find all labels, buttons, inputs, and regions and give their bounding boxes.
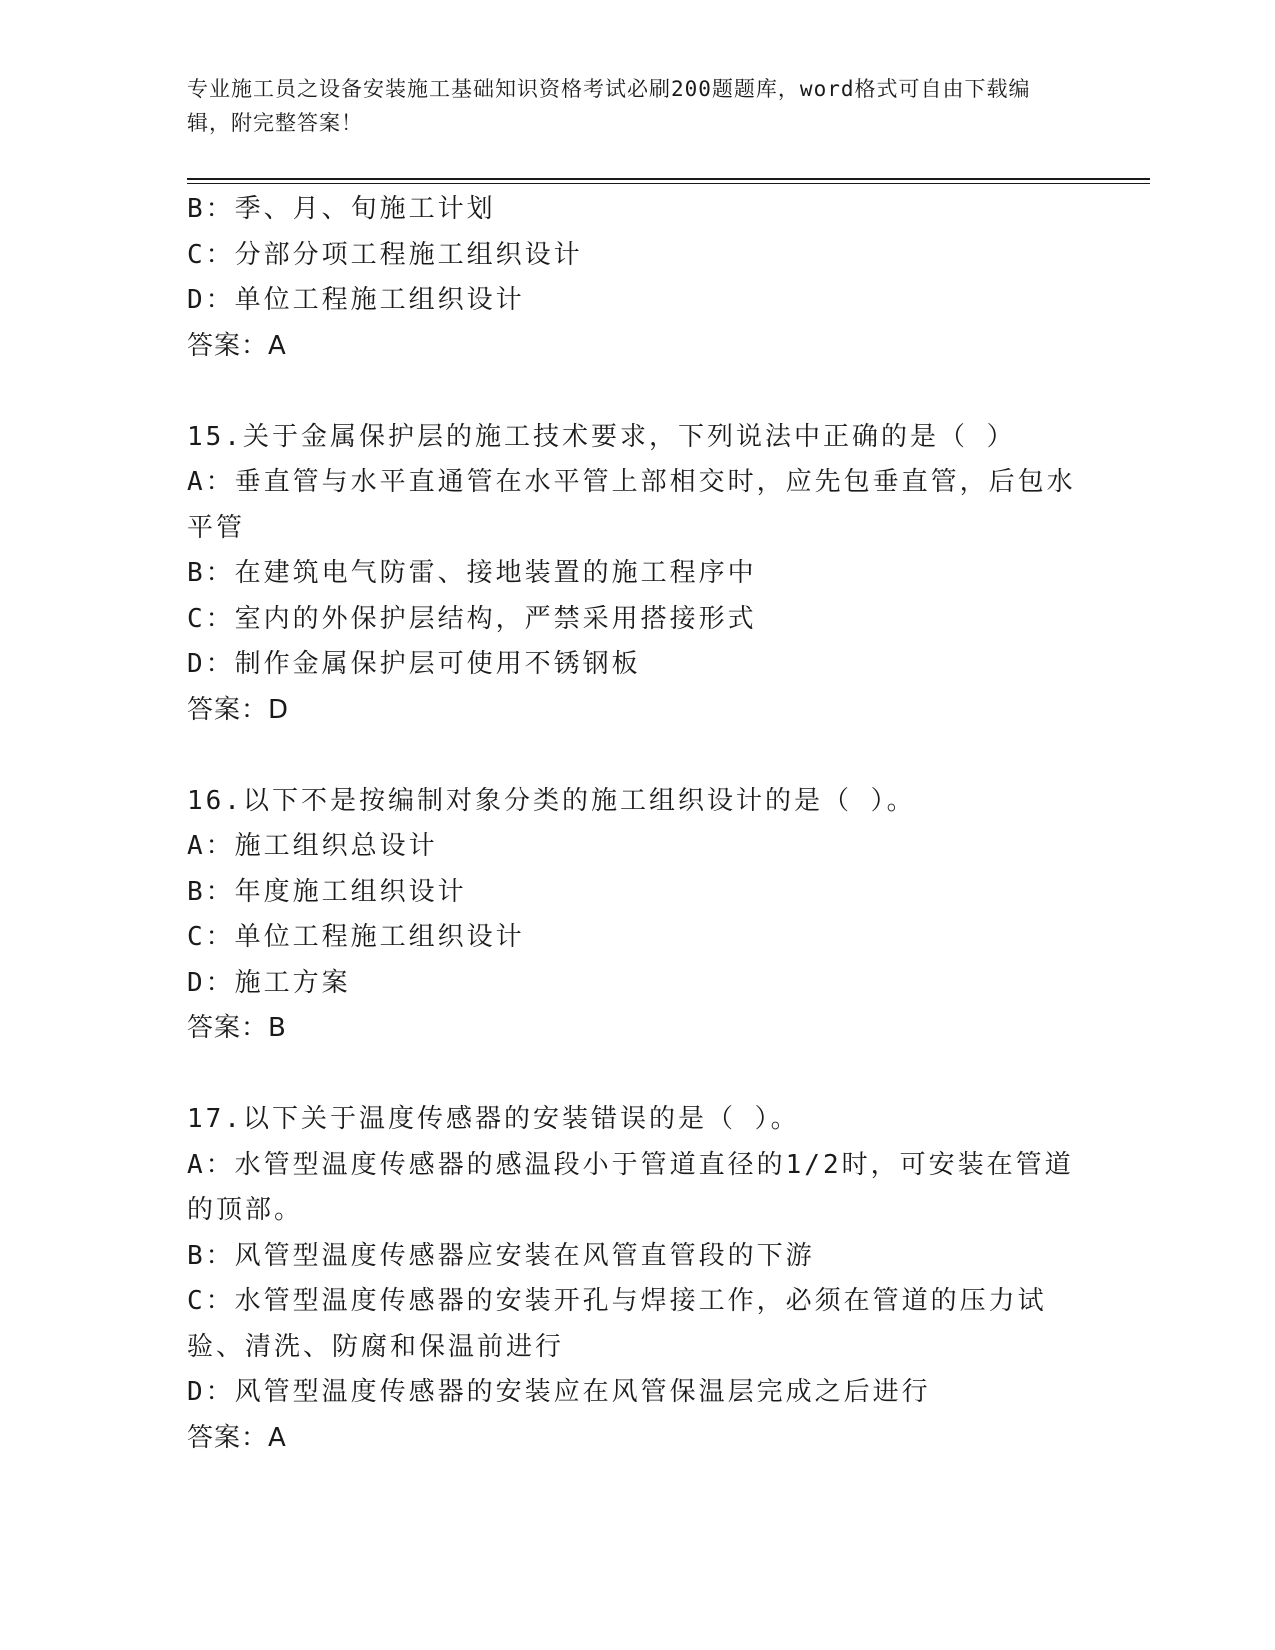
spacer [187, 1052, 1087, 1098]
spacer [187, 733, 1087, 779]
answer-line: 答案：B [187, 1013, 287, 1043]
option-c: C：室内的外保护层结构，严禁采用搭接形式 [187, 603, 757, 634]
option-b: B：在建筑电气防雷、接地装置的施工程序中 [187, 558, 757, 588]
question-block-17 [187, 1097, 1087, 1461]
option-a: A：垂直管与水平直通管在水平管上部相交时，应先包垂直管，后包水平管 [187, 467, 1076, 543]
question-block-15 [187, 415, 1087, 734]
option-d: D：制作金属保护层可使用不锈钢板 [187, 649, 641, 679]
option-b: B：季、月、旬施工计划 [187, 194, 496, 224]
header-rule-thick [187, 178, 1150, 180]
option-d: D：单位工程施工组织设计 [187, 285, 525, 315]
option-c: C：水管型温度传感器的安装开孔与焊接工作，必须在管道的压力试验、清洗、防腐和保温前进行 [187, 1286, 1047, 1362]
option-c: C：分部分项工程施工组织设计 [187, 239, 583, 270]
question-block-16 [187, 779, 1087, 1052]
answer-line: 答案：A [187, 1422, 287, 1453]
answer-line: 答案：A [187, 330, 287, 361]
option-d: D：施工方案 [187, 967, 351, 998]
question-stem: 16.以下不是按编制对象分类的施工组织设计的是（ ）。 [187, 785, 916, 816]
option-a: A：施工组织总设计 [187, 831, 438, 861]
header-title: 专业施工员之设备安装施工基础知识资格考试必刷200题题库，word格式可自由下载编辑，附完整答案！ [187, 77, 1031, 135]
option-d: D：风管型温度传感器的安装应在风管保温层完成之后进行 [187, 1377, 931, 1407]
header-rule-thin [187, 183, 1150, 184]
question-stem: 17.以下关于温度传感器的安装错误的是（ ）。 [187, 1104, 800, 1134]
question-content [187, 187, 1087, 1461]
option-c: C：单位工程施工组织设计 [187, 922, 525, 952]
question-stem: 15.关于金属保护层的施工技术要求，下列说法中正确的是（ ） [187, 421, 1016, 452]
option-b: B：风管型温度传感器应安装在风管直管段的下游 [187, 1240, 815, 1271]
question-block-partial [187, 187, 1087, 369]
option-a: A：水管型温度传感器的感温段小于管道直径的1/2时，可安装在管道的顶部。 [187, 1149, 1074, 1225]
spacer [187, 369, 1087, 415]
option-b: B：年度施工组织设计 [187, 876, 467, 907]
answer-line: 答案：D [187, 694, 290, 725]
page-header [187, 72, 1067, 140]
